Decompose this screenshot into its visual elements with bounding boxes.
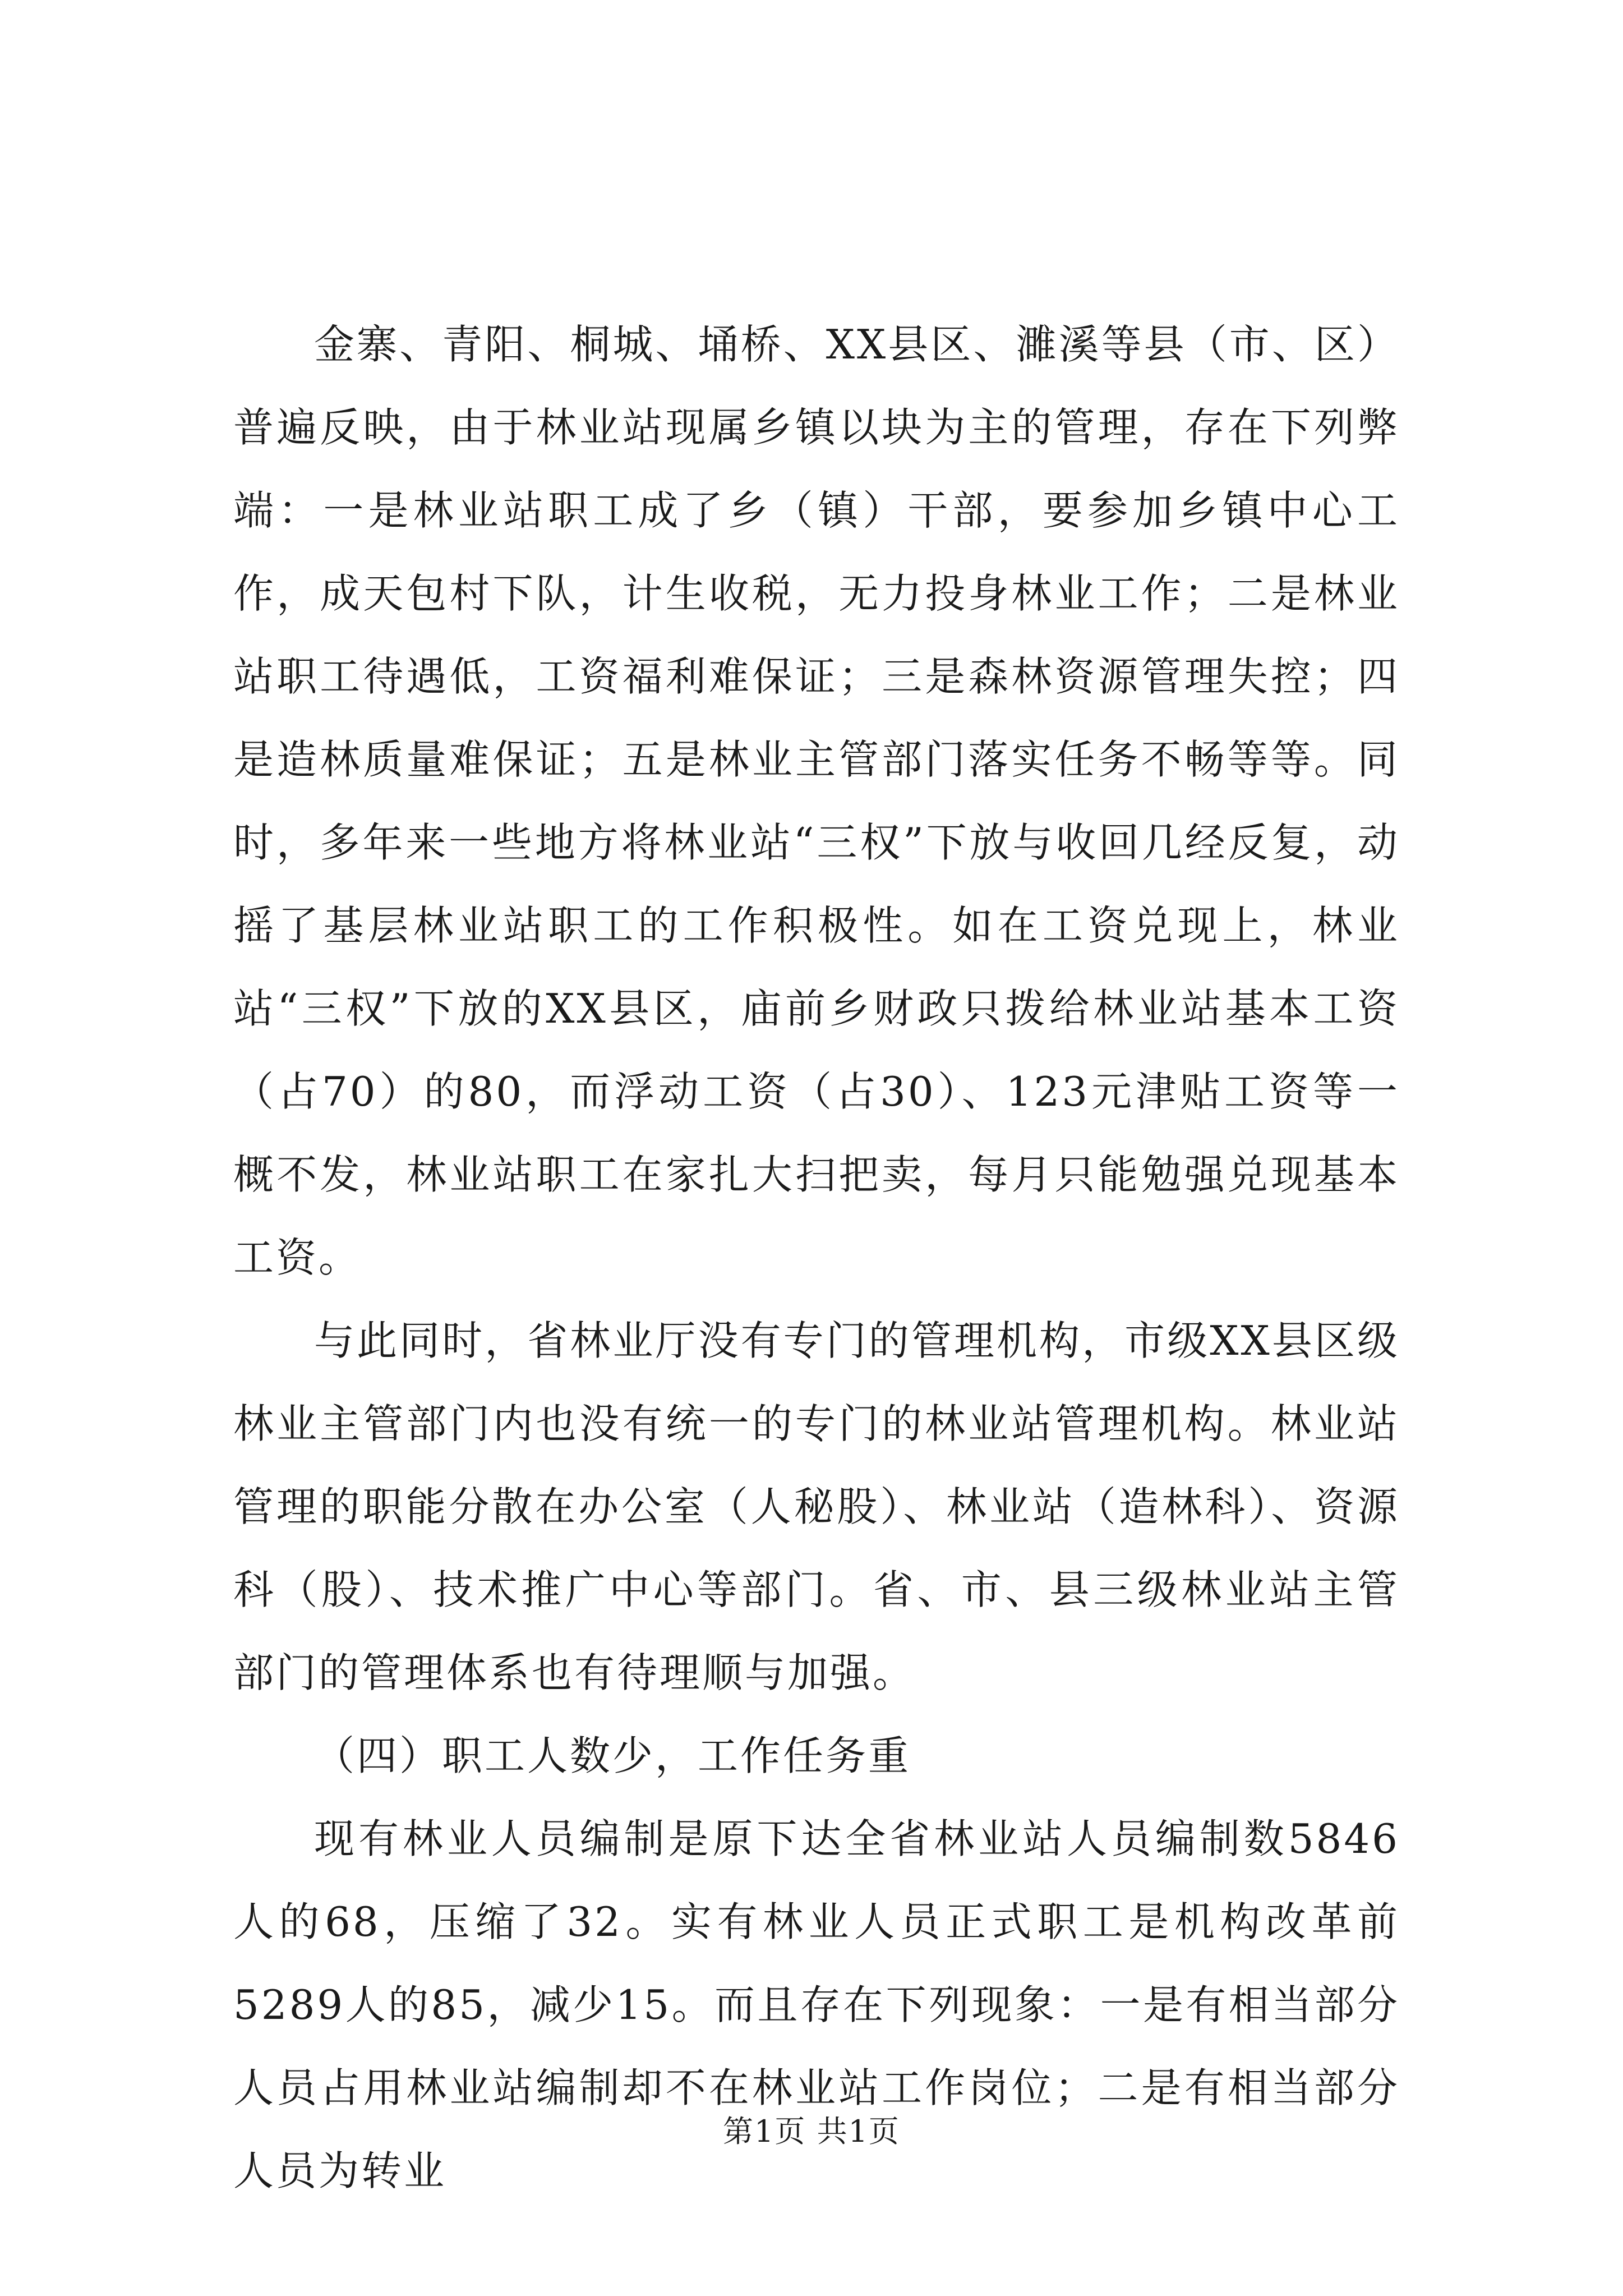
section-heading: （四）职工人数少，工作任务重 <box>314 1732 911 1779</box>
paragraph-3: 现有林业人员编制是原下达全省林业站人员编制数5846人的68，压缩了32。实有林业人员正式职工是机构改革前5289人的85，减少15。而且存在下列现象：一是有相当部分人员占用林业站编制却不在林业站工作岗位；二是有相当部分人员为转业 <box>233 1815 1400 2194</box>
paragraph-1: 金寨、青阳、桐城、埇桥、XX县区、濉溪等县（市、区）普遍反映，由于林业站现属乡镇以块为主的管理，存在下列弊端：一是林业站职工成了乡（镇）干部，要参加乡镇中心工作，成天包村下队，计生收税，无力投身林业工作；二是林业站职工待遇低，工资福利难保证；三是森林资源管理失控；四是造林质量难保证；五是林业主管部门落实任务不畅等等。同时，多年来一些地方将林业站“三权”下放与收回几经反复，动摇了基层林业站职工的工作积极性。如在工资兑现上，林业站“三权”下放的XX县区，庙前乡财政只拨给林业站基本工资（占70）的80，而浮动工资（占30）、123元津贴工资等一概不发，林业站职工在家扎大扫把卖，每月只能勉强兑现基本工资。 <box>233 321 1400 1281</box>
document-body <box>233 303 1400 2212</box>
paragraph-2: 与此同时，省林业厅没有专门的管理机构，市级XX县区级林业主管部门内也没有统一的专门的林业站管理机构。林业站管理的职能分散在办公室（人秘股）、林业站（造林科）、资源科（股）、技术推广中心等部门。省、市、县三级林业站主管部门的管理体系也有待理顺与加强。 <box>233 1317 1400 1696</box>
page-footer: 第1页 共1页 <box>723 2114 900 2149</box>
